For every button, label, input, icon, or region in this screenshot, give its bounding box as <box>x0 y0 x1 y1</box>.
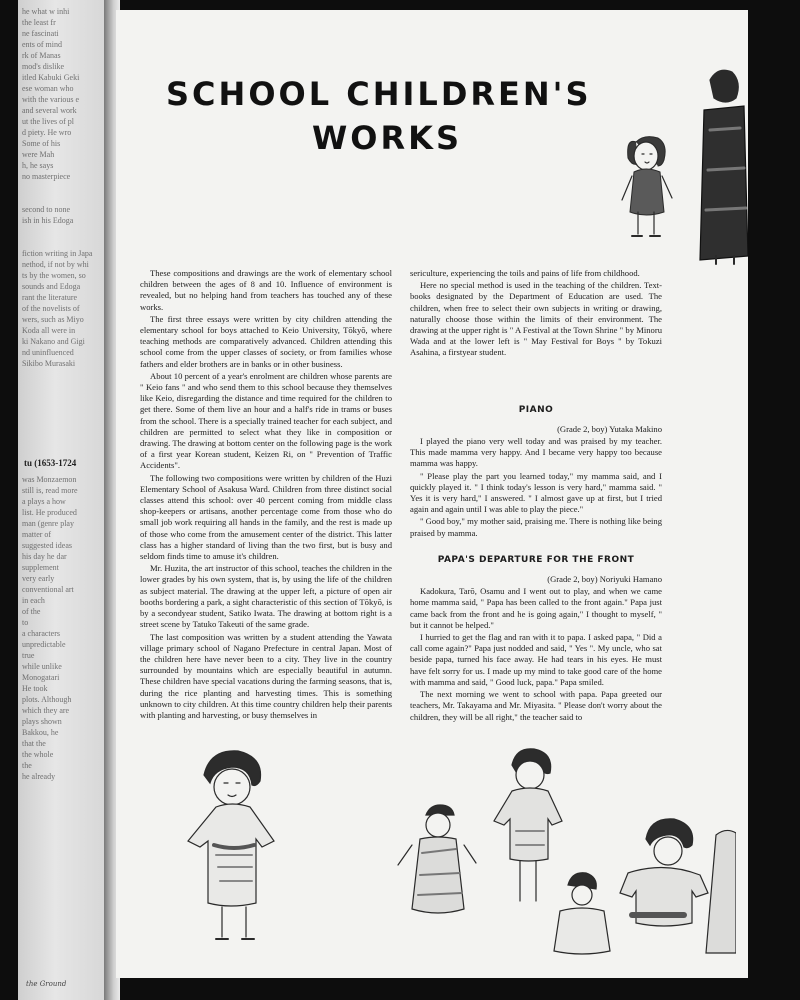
facing-page-heading: tu (1653-1724 <box>24 458 77 468</box>
papa-paragraph: The next morning we went to school with papa. Papa greeted our teachers, Mr. Takayama and Mr. Miyasita. " Please don't worry about the children, they will be all right," the teacher said to <box>410 689 662 722</box>
piano-byline: (Grade 2, boy) Yutaka Makino <box>557 423 662 434</box>
festival-drawing <box>606 60 748 265</box>
intro-paragraph: The first three essays were written by city children attending the elementary school for boys attached to Keio University, Tōkyō, where teaching methods are comparatively advanced. Children attending this school come from the upper classes of society, or from families whose fathers and elder brothers are in banks or in other business. <box>140 313 392 369</box>
magazine-page <box>116 10 748 978</box>
children-drawing <box>176 735 736 978</box>
intro-paragraph: The following two compositions were written by children of the Huzi Elementary School of Asakusa Ward. Children from three distinct social classes attend this school: over 40 percent coming from middle class shop-keepers or artisans, another percentage come from those who do small job work requiring all hands in the family, and the rest is made up of those who come from the amusement center of the district. This latter class has a higher standard of living than the two first, but is busy and seldom finds time to amuse it's children. <box>140 472 392 562</box>
article-column-2 <box>410 268 662 724</box>
title-line-1: SCHOOL CHILDREN'S <box>166 75 592 113</box>
article-column-1 <box>140 268 392 722</box>
facing-page-footer: the Ground <box>26 980 67 988</box>
intro-paragraph: About 10 percent of a year's enrolment are children whose parents are " Keio fans " and who send them to this school because they themselves like Keio, disregarding the distance and time required for the children to get there. Some of them live an hour and a half's ride in trams or buses from the school. There is a specially trained teacher for each subject, and children are permitted to select what they like in composition or drawing. The drawing at bottom center on the following page is the work of a first year Korean student, Keizen Ri, on " Prevention of Traffic Accidents". <box>140 370 392 471</box>
piano-paragraph: I played the piano very well today and was praised by my teacher. This made mamma very happy. And I became very happy too because mamma was happy. <box>410 436 662 469</box>
intro-paragraph: Here no special method is used in the teaching of the children. Text-books designated by the Department of Education are used. The children, when free to select their own subjects in writing or drawing, naturally choose those within the limits of their environment. The drawing at the upper right is " A Festival at the Town Shrine " by Minoru Wada and at the lower left is " May Festival for Boys " by Tokuzi Asahina, a firstyear student. <box>410 280 662 358</box>
facing-page-edge <box>18 0 110 1000</box>
page-title <box>166 72 592 160</box>
piano-heading: PIANO <box>518 404 554 415</box>
papa-paragraph: Kadokura, Tarō, Osamu and I went out to play, and when we came home mamma said, " Papa has been called to the front again." Papa just came back from the front and he is going again," I thought to myself, " but it cannot be helped." <box>410 586 662 630</box>
papa-paragraph: I hurried to get the flag and ran with it to papa. I asked papa, " Did a call come again?" Papa just nodded and said, " Yes ". My uncle, who sat beside papa, turned his face away. He had tears in his eyes. He must have felt sorry for us. I made up my mind to take good care of the home with mamma and said, " Good luck, papa." Papa smiled. <box>410 632 662 687</box>
intro-paragraph: Mr. Huzita, the art instructor of this school, teaches the children in the lower grades by his own system, that is, by using the life of the children as subject material. The drawing at the upper left, a picture of open air booths bordering a park, a sight characteristic of this section of Tōkyō, is by a secondyear student, Satiko Iwata. The drawing at bottom right is a street scene by Tatuko Takeuti of the same grade. <box>140 563 392 630</box>
piano-paragraph: " Good boy," my mother said, praising me. There is nothing like being praised by mamma. <box>410 516 662 538</box>
intro-paragraph: The last composition was written by a student attending the Yawata village primary school of Nagano Prefecture in central Japan. Most of the children here have never been to a city. They live in the country surrounded by mountains which are especially beautiful in autumn. These children have special vacations during the farming seasons, that is, during the rice planting and harvesting times. This is something unknown to city children. At this time country children help their parents with planting and harvesting, or busy themselves in <box>140 631 393 720</box>
papa-byline: (Grade 2, boy) Noriyuki Hamano <box>547 574 662 585</box>
piano-paragraph: " Please play the part you learned today," my mamma said, and I quickly played it. " I think today's lesson is very hard," mamma said. " Yes it is very hard," I answered. " I almost gave up at first, but I tried again and again until I was able to play the piece." <box>410 470 662 515</box>
facing-page-text-lower: was Monzaemon still is, read more a plays a how list. He produced man (genre play matter of suggested ideas his day he dar supplement very early conventional art in each of the to a characters unpredictable true while unlike Monogatari He took plots. Although which they are plays shown Bakkou, he that the the whole the he already <box>22 475 78 781</box>
title-line-2: WORKS <box>312 119 462 157</box>
facing-page-text: he what w inhi the least fr ne fascinati ents of mind rk of Manas mod's dislike itled Kabuki Geki ese woman who with the various e and several work ut the lives of pl d piety. He wro Some of his were Mah h, he says no masterpiece second to none ish in his Edoga fiction writing in Japa nethod, if not by whi ts by the women, so sounds and Edoga rant the literature of the novelists of wers, such as Miyo Koda all were in ki Nakano and Gigi nd uninfluenced Sikibo Murasaki <box>22 7 93 368</box>
intro-continuation: sericulture, experiencing the toils and pains of life from childhood. <box>410 268 640 278</box>
papa-heading: PAPA'S DEPARTURE FOR THE FRONT <box>437 554 635 565</box>
intro-paragraph: These compositions and drawings are the work of elementary school children between the ages of 8 and 10. Influence of environment is revealed, but no helping hand from teachers has touched any of these works. <box>140 268 392 312</box>
